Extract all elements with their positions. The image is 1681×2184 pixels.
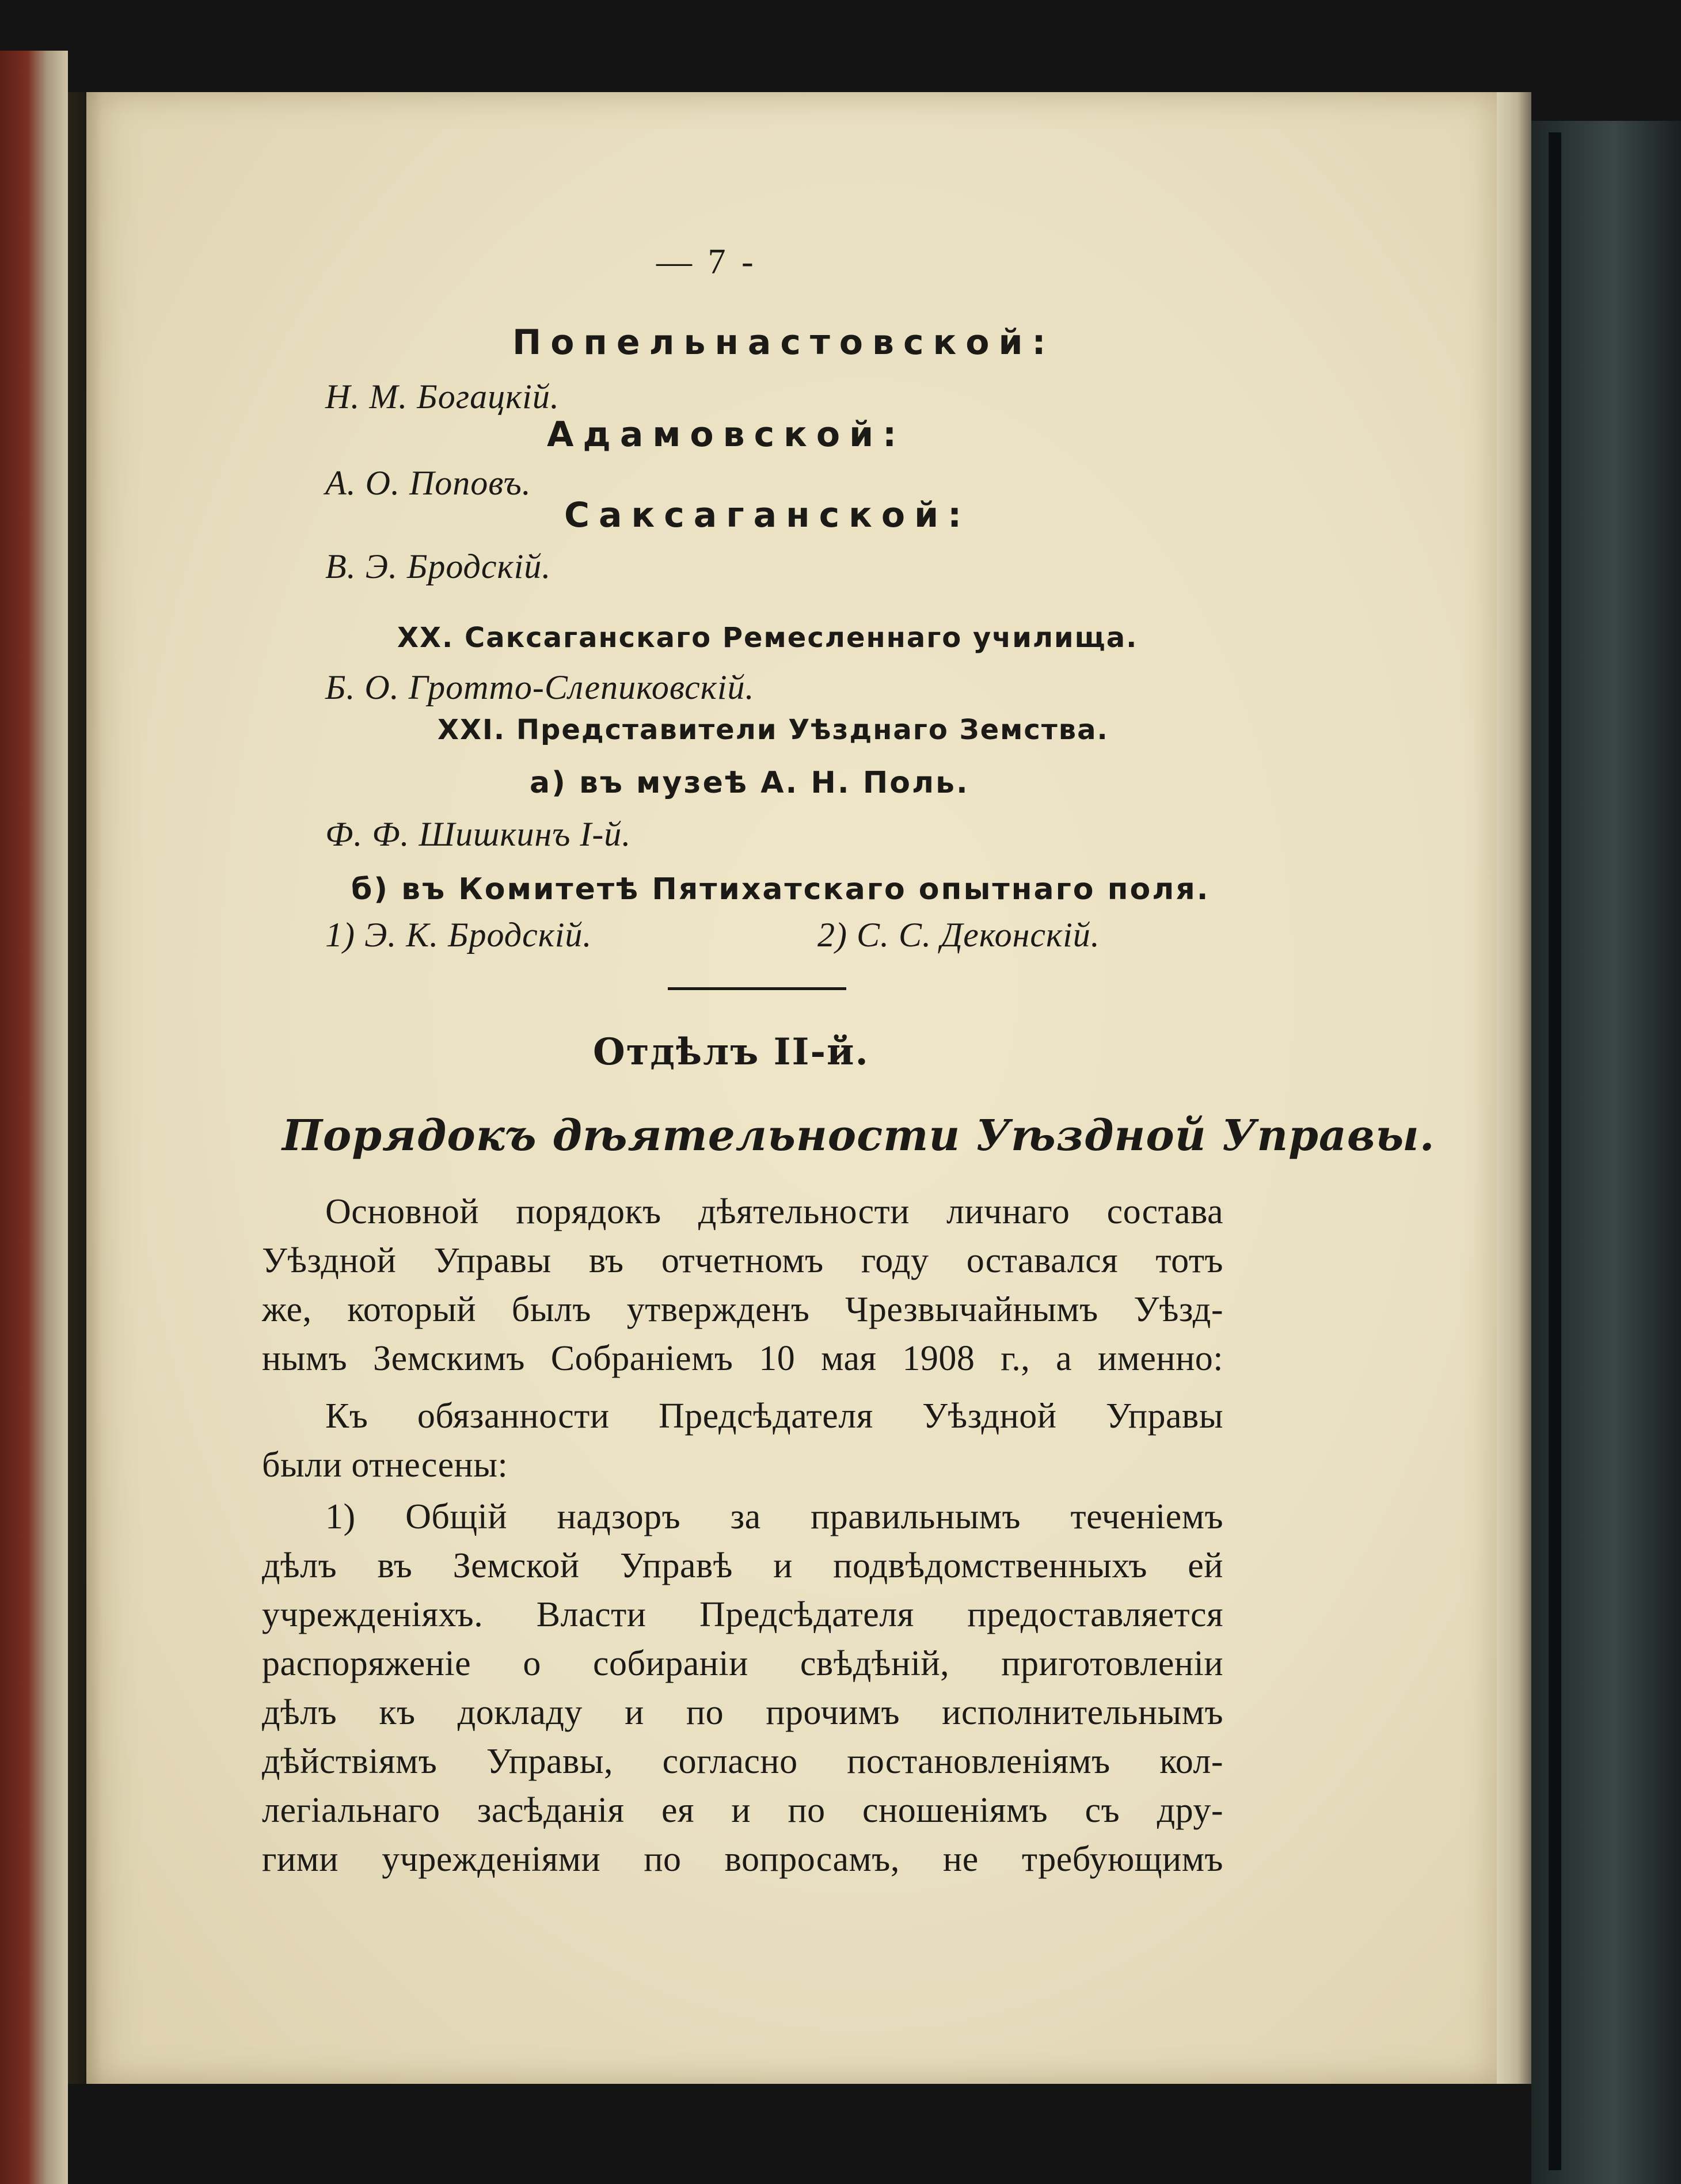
body-line: Къ обязанности Предсѣдателя Уѣздной Управы <box>325 1397 1223 1436</box>
book-page <box>86 92 1497 2084</box>
board-edge-stripe <box>1549 132 1561 2170</box>
section-divider <box>668 987 846 990</box>
heading-xx-school: XX. Саксаганскаго Ремесленнаго училища. <box>397 622 1138 654</box>
subheading-committee: б) въ Комитетѣ Пятихатскаго опытнаго поля. <box>351 872 1210 907</box>
body-line: дѣлъ къ докладу и по прочимъ исполнительнымъ <box>262 1693 1223 1732</box>
heading-xxi-representatives: XXI. Представители Уѣзднаго Земства. <box>438 714 1109 746</box>
member-name-bogatsky: Н. М. Богацкій. <box>325 378 560 416</box>
gutter-shadow <box>68 92 102 2084</box>
section-label: Отдѣлъ II-й. <box>593 1030 869 1074</box>
heading-popelnastovskoy: Попельнастовской: <box>512 322 1055 363</box>
body-line: были отнесены: <box>262 1445 508 1485</box>
member-name-dekonsky: 2) С. С. Деконскій. <box>817 916 1100 954</box>
heading-saksaganskoy: Саксаганской: <box>564 495 971 535</box>
body-line: дѣйствіямъ Управы, согласно постановленіямъ кол- <box>262 1742 1223 1781</box>
body-line: легіальнаго засѣданія ея и по сношеніямъ съ дру- <box>262 1791 1223 1830</box>
body-line: Уѣздной Управы въ отчетномъ году оставался тотъ <box>262 1241 1223 1280</box>
member-name-brodsky: В. Э. Бродскій. <box>325 547 552 585</box>
book-left-cover <box>0 51 68 2184</box>
heading-adamovskoy: Адамовской: <box>547 414 906 455</box>
page-stack-edge <box>1497 92 1531 2084</box>
body-line: распоряженіе о собираніи свѣдѣній, приготовленіи <box>262 1644 1223 1683</box>
section-title: Порядокъ дѣятельности Уѣздной Управы. <box>282 1111 1435 1161</box>
body-line: дѣлъ въ Земской Управѣ и подвѣдомственныхъ ей <box>262 1546 1223 1585</box>
member-name-grotto: Б. О. Гротто-Слепиковскій. <box>325 668 755 706</box>
page-number: — 7 - <box>656 242 757 281</box>
body-line: Основной порядокъ дѣятельности личнаго состава <box>325 1192 1223 1231</box>
body-line: гими учрежденіями по вопросамъ, не требующимъ <box>262 1840 1223 1879</box>
body-line: нымъ Земскимъ Собраніемъ 10 мая 1908 г., а именно: <box>262 1339 1223 1378</box>
body-line: же, который былъ утвержденъ Чрезвычайнымъ Уѣзд- <box>262 1290 1223 1329</box>
member-name-shishkin: Ф. Ф. Шишкинъ І-й. <box>325 815 632 853</box>
body-line: 1) Общій надзоръ за правильнымъ теченіемъ <box>325 1497 1223 1536</box>
member-name-brodsky-ek: 1) Э. К. Бродскій. <box>325 916 592 954</box>
body-line: учрежденіяхъ. Власти Предсѣдателя предоставляется <box>262 1595 1223 1634</box>
member-name-popov: А. О. Поповъ. <box>325 464 531 502</box>
subheading-museum: а) въ музеѣ А. Н. Поль. <box>530 766 969 800</box>
